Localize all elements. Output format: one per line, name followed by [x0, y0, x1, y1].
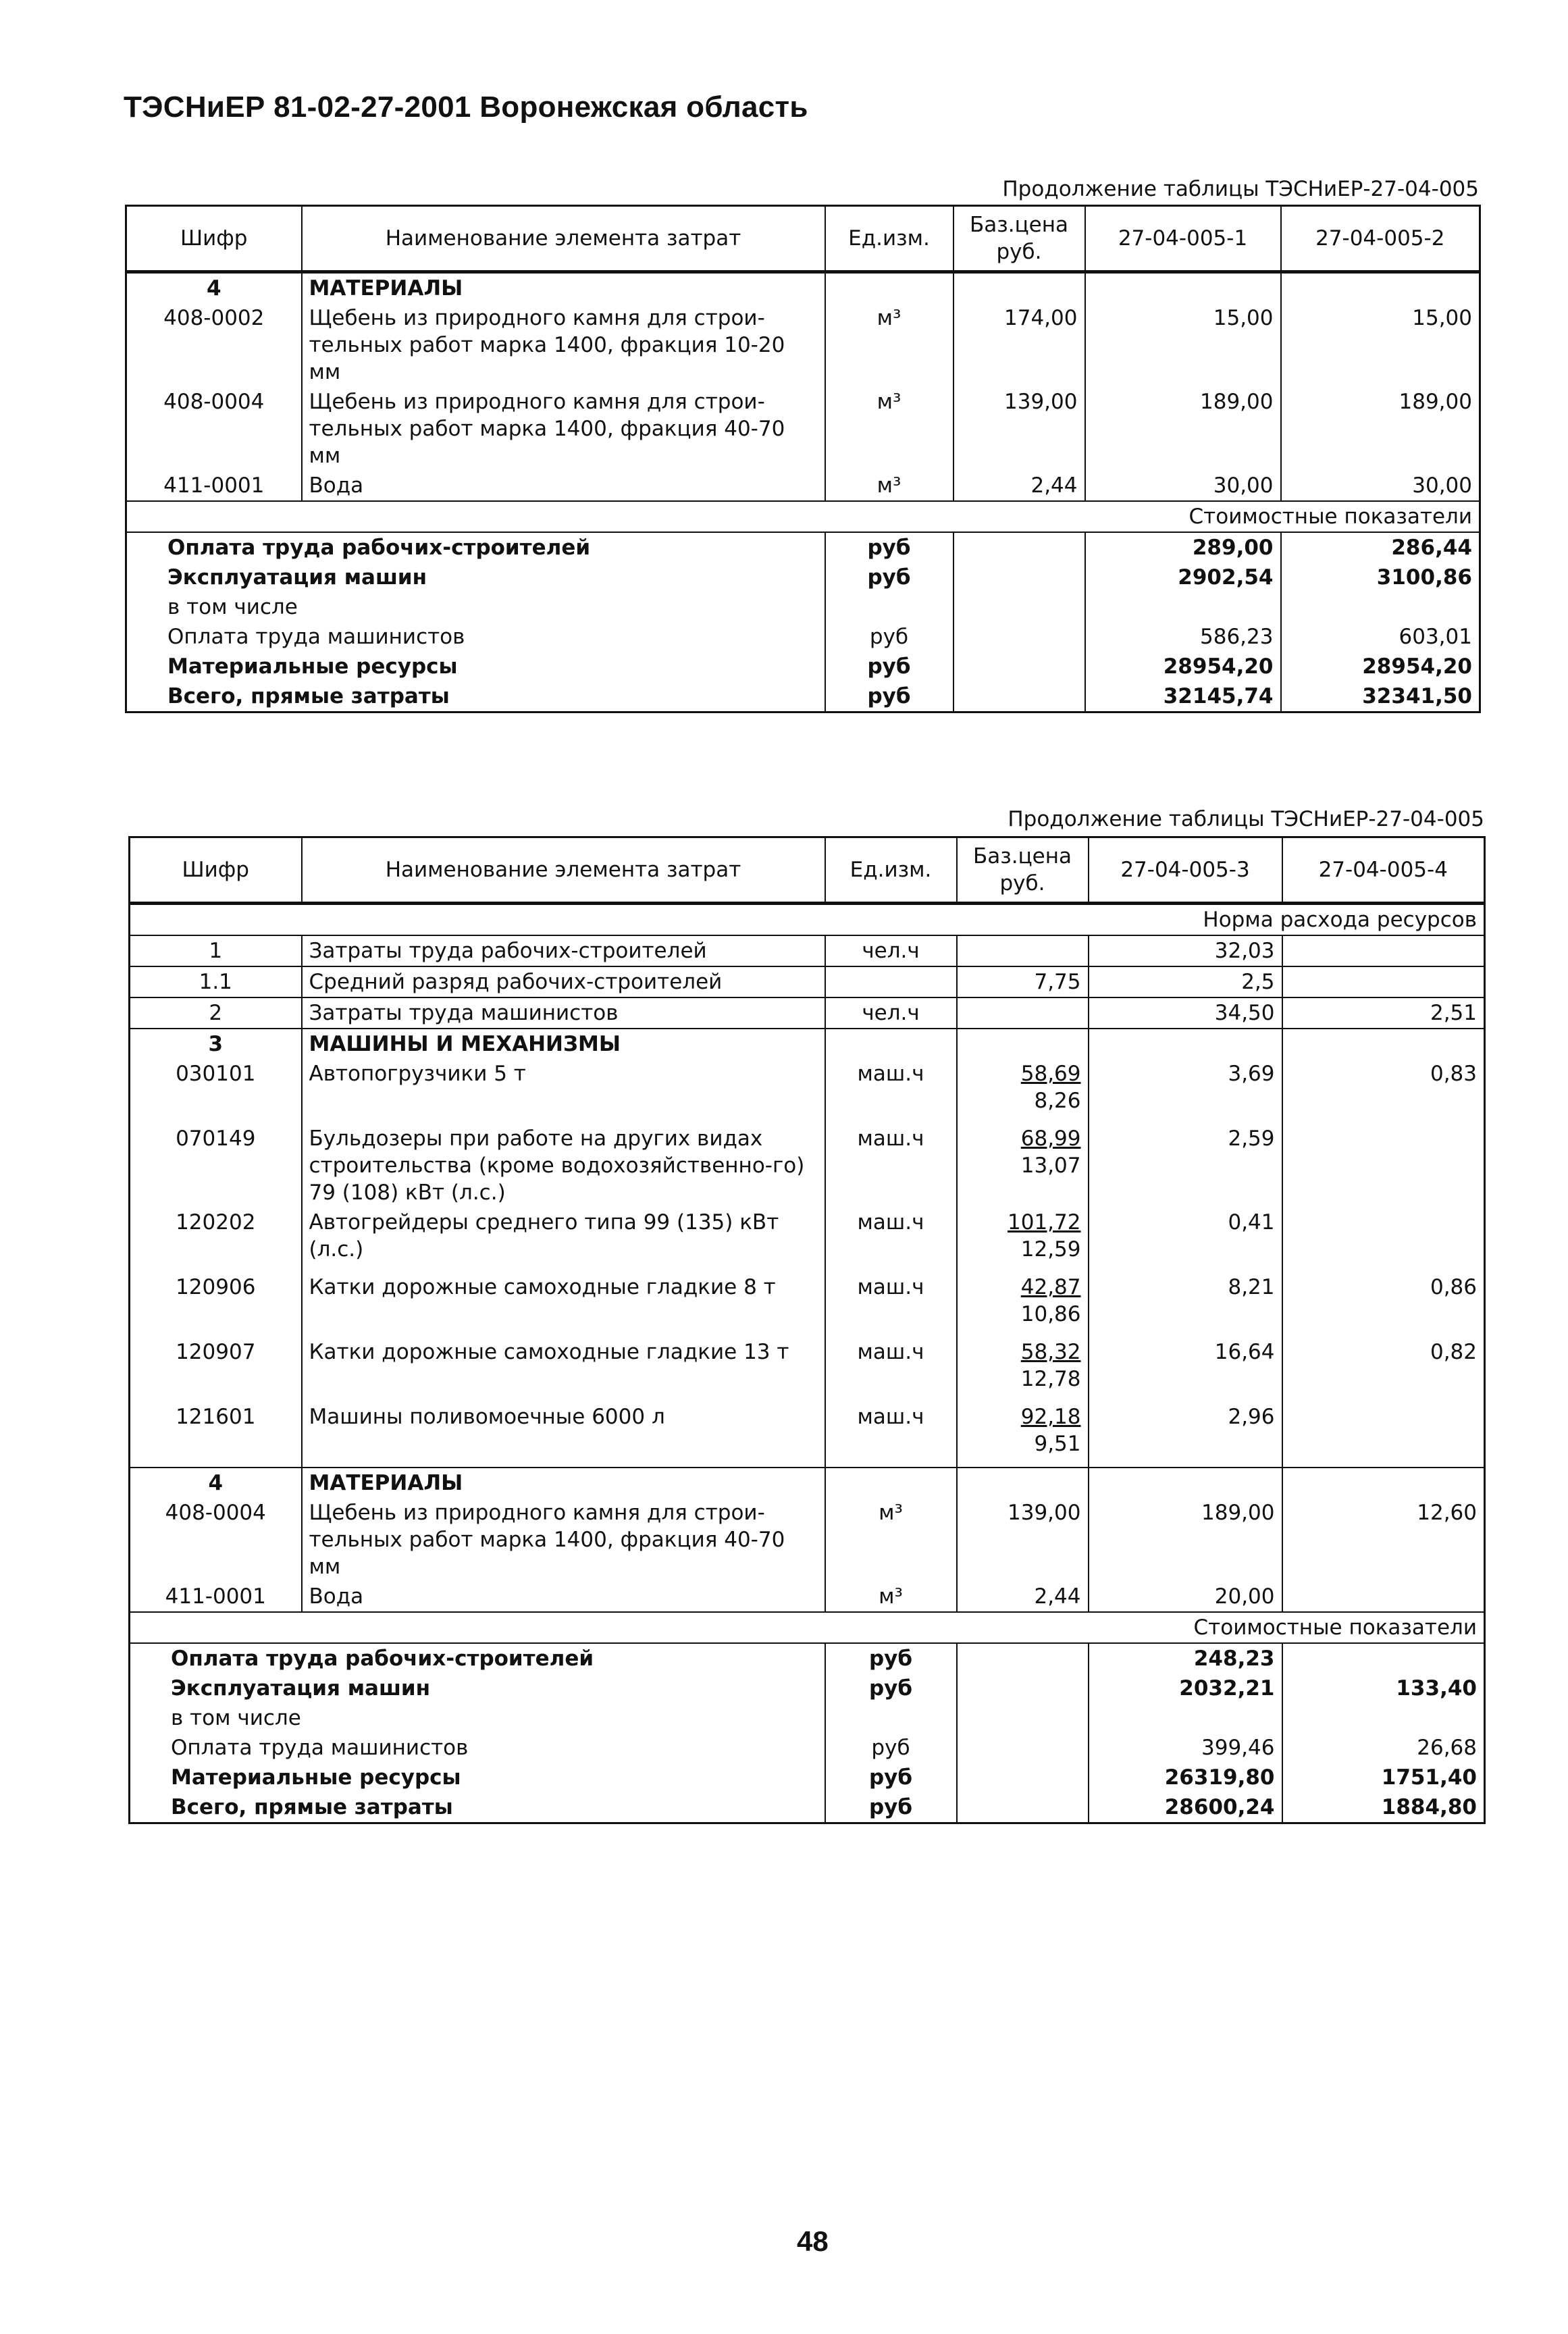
- item-value-1: 189,00: [1085, 387, 1281, 471]
- resource-table-2: [128, 836, 1486, 1824]
- cell-empty: [953, 563, 1085, 592]
- cell-empty: [1085, 272, 1281, 304]
- price-bottom: 12,59: [1020, 1237, 1081, 1262]
- total-value-2: 26,68: [1282, 1733, 1485, 1763]
- section-title: МАТЕРИАЛЫ: [302, 1468, 825, 1498]
- item-value-2: 2,51: [1282, 997, 1485, 1029]
- table-row: [126, 387, 1480, 471]
- table-row: [126, 471, 1480, 501]
- item-price: [957, 935, 1089, 966]
- total-label: Всего, прямые затраты: [167, 684, 450, 708]
- item-value-2: [1282, 1124, 1485, 1208]
- total-row: [126, 622, 1480, 652]
- total-unit: руб: [825, 1674, 957, 1703]
- item-unit: маш.ч: [825, 1402, 957, 1468]
- col-header-unit: Ед.изм.: [825, 206, 953, 272]
- item-value-2: 0,86: [1282, 1272, 1485, 1337]
- total-row: [130, 1643, 1485, 1674]
- item-value-1: 2,59: [1089, 1124, 1282, 1208]
- total-unit: руб: [825, 563, 953, 592]
- total-value-1: 399,46: [1089, 1733, 1282, 1763]
- total-value-2: [1282, 1703, 1485, 1733]
- total-unit: руб: [825, 1643, 957, 1674]
- total-value-2: 133,40: [1282, 1674, 1485, 1703]
- item-name: Автогрейдеры среднего типа 99 (135) кВт (л.с.): [302, 1208, 825, 1272]
- total-row: [126, 563, 1480, 592]
- item-unit: маш.ч: [825, 1208, 957, 1272]
- table-row: [130, 935, 1485, 966]
- price-bottom: 12,78: [1020, 1367, 1081, 1391]
- item-name: Щебень из природного камня для строи-тельных работ марка 1400, фракция 10-20 мм: [302, 303, 825, 387]
- price-top: 92,18: [1020, 1405, 1081, 1429]
- total-label: Оплата труда рабочих-строителей: [130, 1643, 825, 1674]
- item-value-1: 15,00: [1085, 303, 1281, 387]
- section-title: МАШИНЫ И МЕХАНИЗМЫ: [302, 1029, 825, 1059]
- section-code: 4: [130, 1468, 302, 1498]
- total-value-1: 2032,21: [1089, 1674, 1282, 1703]
- item-price: [957, 1208, 1089, 1272]
- item-unit: м³: [825, 387, 953, 471]
- item-name: Машины поливомоечные 6000 л: [302, 1402, 825, 1468]
- cell-empty: [957, 1029, 1089, 1059]
- cell-empty: [957, 1792, 1089, 1823]
- item-unit: маш.ч: [825, 1337, 957, 1402]
- table-row: [130, 1498, 1485, 1582]
- cell-empty: [1089, 1029, 1282, 1059]
- item-code: 408-0002: [163, 306, 265, 330]
- item-value-1: 30,00: [1085, 471, 1281, 501]
- item-name: Бульдозеры при работе на других видах строительства (кроме водохозяйственно-го) 79 (108) кВт (л.с.): [302, 1124, 825, 1208]
- item-code: 070149: [176, 1126, 256, 1151]
- cell-empty: [953, 652, 1085, 681]
- item-name: Катки дорожные самоходные гладкие 8 т: [302, 1272, 825, 1337]
- table-row: [130, 997, 1485, 1029]
- item-name: Вода: [302, 471, 825, 501]
- col-header-variant-4: 27-04-005-4: [1282, 837, 1485, 904]
- price-top: 58,32: [1020, 1340, 1081, 1364]
- resource-norm-header-label: Норма расхода ресурсов: [130, 904, 1485, 936]
- total-unit: руб: [825, 532, 953, 563]
- total-label: в том числе: [167, 595, 298, 619]
- item-code: 121601: [176, 1405, 256, 1429]
- table1-caption: Продолжение таблицы ТЭСНиЕР-27-04-005: [1002, 177, 1479, 201]
- item-unit: м³: [825, 1498, 957, 1582]
- total-value-2: [1282, 1643, 1485, 1674]
- item-price: [957, 1337, 1089, 1402]
- item-value-2: 0,83: [1282, 1059, 1485, 1124]
- col-header-name: Наименование элемента затрат: [302, 206, 825, 272]
- total-unit: руб: [825, 681, 953, 712]
- item-value-1: 8,21: [1089, 1272, 1282, 1337]
- price-top: 42,87: [1020, 1275, 1081, 1299]
- table-row: [130, 1272, 1485, 1337]
- item-value-1: 2,5: [1089, 966, 1282, 997]
- item-price: 139,00: [953, 387, 1085, 471]
- item-price: [957, 1402, 1089, 1468]
- item-value-2: [1282, 1208, 1485, 1272]
- cost-indicators-header-label: Стоимостные показатели: [126, 501, 1480, 532]
- item-price: [957, 1272, 1089, 1337]
- col-header-variant-3: 27-04-005-3: [1089, 837, 1282, 904]
- cell-empty: [957, 1763, 1089, 1792]
- item-value-2: 0,82: [1282, 1337, 1485, 1402]
- total-unit: [825, 1703, 957, 1733]
- item-code: 411-0001: [165, 1584, 266, 1609]
- total-row: [126, 652, 1480, 681]
- total-row: [130, 1703, 1485, 1733]
- table2-caption: Продолжение таблицы ТЭСНиЕР-27-04-005: [1008, 807, 1484, 831]
- item-name: Затраты труда рабочих-строителей: [302, 935, 825, 966]
- col-header-code: Шифр: [126, 206, 302, 272]
- cell-empty: [957, 1733, 1089, 1763]
- table-row: [130, 1582, 1485, 1612]
- total-value-1: 32145,74: [1085, 681, 1281, 712]
- total-unit: руб: [825, 652, 953, 681]
- item-value-2: 30,00: [1281, 471, 1480, 501]
- total-label: Эксплуатация машин: [167, 565, 427, 590]
- price-bottom: 8,26: [1034, 1089, 1081, 1113]
- cell-empty: [957, 1674, 1089, 1703]
- item-unit: м³: [825, 471, 953, 501]
- col-header-name: Наименование элемента затрат: [302, 837, 825, 904]
- total-row: [126, 592, 1480, 622]
- total-row: [130, 1733, 1485, 1763]
- item-name: Средний разряд рабочих-строителей: [302, 966, 825, 997]
- item-code: 1: [130, 935, 302, 966]
- price-bottom: 9,51: [1034, 1432, 1081, 1456]
- total-value-1: 2902,54: [1085, 563, 1281, 592]
- total-value-1: 28600,24: [1089, 1792, 1282, 1823]
- section-materials: [126, 272, 1480, 304]
- item-unit: м³: [825, 303, 953, 387]
- total-value-2: [1281, 592, 1480, 622]
- item-unit: маш.ч: [825, 1272, 957, 1337]
- item-value-2: [1282, 935, 1485, 966]
- total-row: [126, 532, 1480, 563]
- item-value-1: 3,69: [1089, 1059, 1282, 1124]
- item-price: 139,00: [957, 1498, 1089, 1582]
- total-value-2: 286,44: [1281, 532, 1480, 563]
- item-value-2: 15,00: [1281, 303, 1480, 387]
- item-code: 1.1: [130, 966, 302, 997]
- table-row: [130, 966, 1485, 997]
- item-price: 2,44: [953, 471, 1085, 501]
- total-value-1: 248,23: [1089, 1643, 1282, 1674]
- col-header-variant-1: 27-04-005-1: [1085, 206, 1281, 272]
- cell-empty: [825, 1468, 957, 1498]
- cost-indicators-header: [130, 1612, 1485, 1643]
- page-title: ТЭСНиЕР 81-02-27-2001 Воронежская область: [124, 90, 808, 124]
- col-header-code: Шифр: [130, 837, 302, 904]
- table-row: [130, 1059, 1485, 1124]
- price-top: 68,99: [1020, 1126, 1081, 1151]
- price-top: 101,72: [1008, 1210, 1081, 1235]
- total-value-2: 3100,86: [1281, 563, 1480, 592]
- col-header-unit: Ед.изм.: [825, 837, 957, 904]
- item-value-1: 189,00: [1089, 1498, 1282, 1582]
- cost-indicators-header-label: Стоимостные показатели: [130, 1612, 1485, 1643]
- total-label: Эксплуатация машин: [171, 1676, 431, 1701]
- table-row: [130, 1208, 1485, 1272]
- total-value-2: 32341,50: [1281, 681, 1480, 712]
- price-top: 58,69: [1020, 1062, 1081, 1086]
- item-price: [957, 1059, 1089, 1124]
- total-unit: руб: [825, 1763, 957, 1792]
- cell-empty: [953, 681, 1085, 712]
- item-value-2: 12,60: [1282, 1498, 1485, 1582]
- total-value-1: 26319,80: [1089, 1763, 1282, 1792]
- total-value-2: 1751,40: [1282, 1763, 1485, 1792]
- col-header-price: Баз.цена руб.: [957, 837, 1089, 904]
- cell-empty: [957, 1468, 1089, 1498]
- total-unit: руб: [825, 1792, 957, 1823]
- item-code: 411-0001: [163, 473, 265, 498]
- section-machines: [130, 1029, 1485, 1059]
- total-label: Оплата труда машинистов: [171, 1736, 469, 1760]
- item-price: [957, 997, 1089, 1029]
- item-code: 408-0004: [163, 390, 265, 414]
- total-value-1: 28954,20: [1085, 652, 1281, 681]
- item-unit: маш.ч: [825, 1059, 957, 1124]
- table-row: [130, 1402, 1485, 1468]
- total-label: в том числе: [171, 1706, 301, 1730]
- item-value-2: 189,00: [1281, 387, 1480, 471]
- price-bottom: 13,07: [1020, 1153, 1081, 1178]
- total-unit: [825, 592, 953, 622]
- total-unit: руб: [825, 622, 953, 652]
- cell-empty: [825, 272, 953, 304]
- total-value-2: 603,01: [1281, 622, 1480, 652]
- cell-empty: [953, 622, 1085, 652]
- table-row: [130, 1124, 1485, 1208]
- item-code: 120906: [176, 1275, 256, 1299]
- total-label: Оплата труда машинистов: [167, 625, 465, 649]
- item-name: Автопогрузчики 5 т: [302, 1059, 825, 1124]
- item-code: 408-0004: [165, 1501, 266, 1525]
- total-value-1: 586,23: [1085, 622, 1281, 652]
- section-code: 3: [130, 1029, 302, 1059]
- section-materials: [130, 1468, 1485, 1498]
- item-price: 174,00: [953, 303, 1085, 387]
- cell-empty: [1089, 1468, 1282, 1498]
- table-row: [130, 1337, 1485, 1402]
- item-code: 030101: [176, 1062, 256, 1086]
- item-value-1: 32,03: [1089, 935, 1282, 966]
- resource-table-1: [125, 205, 1481, 713]
- cell-empty: [825, 1029, 957, 1059]
- total-unit: руб: [825, 1733, 957, 1763]
- item-value-2: [1282, 1582, 1485, 1612]
- item-price: 2,44: [957, 1582, 1089, 1612]
- item-unit: маш.ч: [825, 1124, 957, 1208]
- total-row: [126, 681, 1480, 712]
- total-label: Материальные ресурсы: [171, 1765, 461, 1790]
- total-value-2: 1884,80: [1282, 1792, 1485, 1823]
- cell-empty: [953, 272, 1085, 304]
- item-unit: [825, 966, 957, 997]
- total-row: [130, 1763, 1485, 1792]
- section-code: 4: [206, 276, 221, 301]
- item-code: 120907: [176, 1340, 256, 1364]
- total-label: Всего, прямые затраты: [171, 1795, 453, 1819]
- total-row: [130, 1674, 1485, 1703]
- total-value-2: 28954,20: [1281, 652, 1480, 681]
- cell-empty: [957, 1643, 1089, 1674]
- page-number: 48: [797, 2225, 829, 2257]
- total-value-1: [1089, 1703, 1282, 1733]
- item-name: Щебень из природного камня для строи-тельных работ марка 1400, фракция 40-70 мм: [302, 387, 825, 471]
- col-header-variant-2: 27-04-005-2: [1281, 206, 1480, 272]
- section-title: МАТЕРИАЛЫ: [302, 272, 825, 304]
- resource-norm-header: [130, 904, 1485, 936]
- item-value-2: [1282, 1402, 1485, 1468]
- item-price: [957, 1124, 1089, 1208]
- item-name: Вода: [302, 1582, 825, 1612]
- price-bottom: 10,86: [1020, 1302, 1081, 1326]
- total-value-1: 289,00: [1085, 532, 1281, 563]
- item-value-1: 34,50: [1089, 997, 1282, 1029]
- item-code: 2: [130, 997, 302, 1029]
- cell-empty: [957, 1703, 1089, 1733]
- item-unit: чел.ч: [825, 997, 957, 1029]
- total-label: Оплата труда рабочих-строителей: [126, 532, 825, 563]
- item-value-1: 20,00: [1089, 1582, 1282, 1612]
- item-price: 7,75: [957, 966, 1089, 997]
- total-row: [130, 1792, 1485, 1823]
- item-value-1: 16,64: [1089, 1337, 1282, 1402]
- cell-empty: [1282, 1029, 1485, 1059]
- table-row: [126, 303, 1480, 387]
- item-unit: чел.ч: [825, 935, 957, 966]
- total-label: Материальные ресурсы: [167, 654, 458, 679]
- cost-indicators-header: [126, 501, 1480, 532]
- cell-empty: [953, 592, 1085, 622]
- cell-empty: [1282, 1468, 1485, 1498]
- cell-empty: [953, 532, 1085, 563]
- item-name: Катки дорожные самоходные гладкие 13 т: [302, 1337, 825, 1402]
- item-unit: м³: [825, 1582, 957, 1612]
- item-code: 120202: [176, 1210, 256, 1235]
- total-value-1: [1085, 592, 1281, 622]
- col-header-price: Баз.цена руб.: [953, 206, 1085, 272]
- cell-empty: [1281, 272, 1480, 304]
- item-name: Затраты труда машинистов: [302, 997, 825, 1029]
- item-value-1: 0,41: [1089, 1208, 1282, 1272]
- item-value-2: [1282, 966, 1485, 997]
- item-value-1: 2,96: [1089, 1402, 1282, 1468]
- item-name: Щебень из природного камня для строи-тельных работ марка 1400, фракция 40-70 мм: [302, 1498, 825, 1582]
